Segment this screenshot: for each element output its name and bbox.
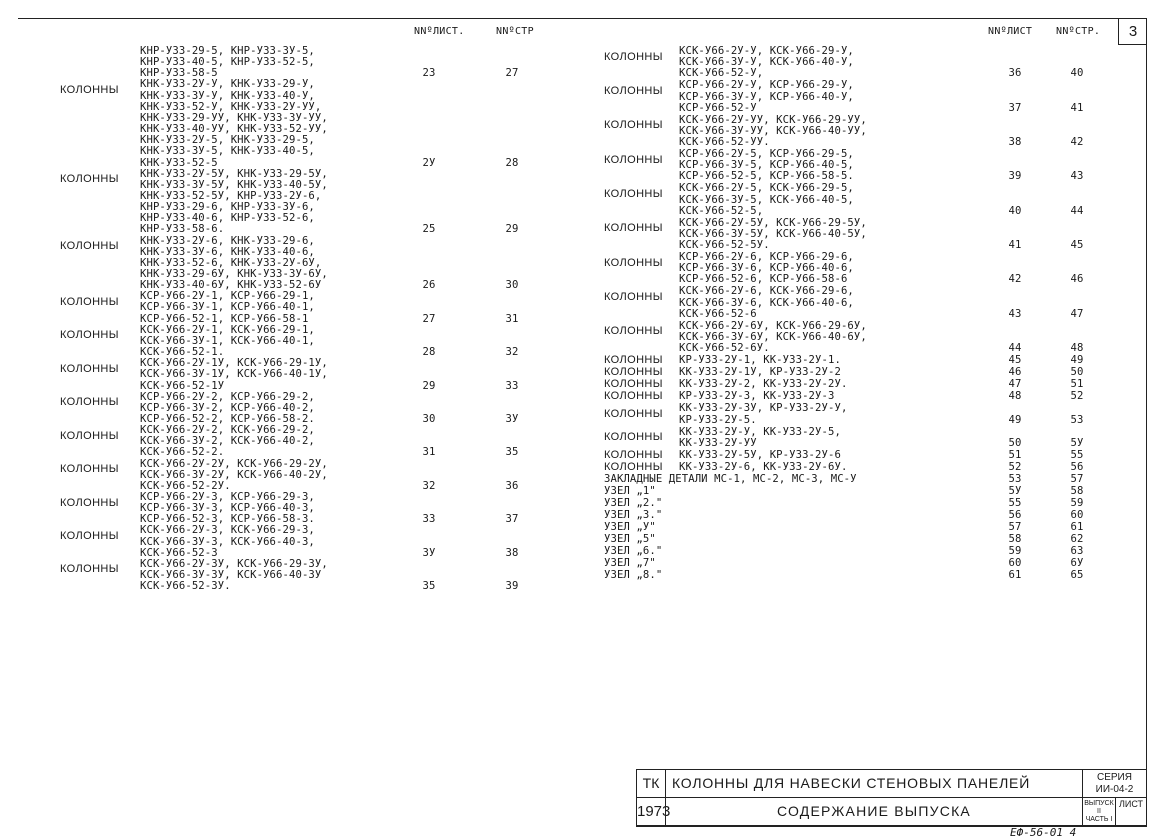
entry-sheet-number: 23 bbox=[422, 67, 436, 80]
entry-line: КНК-У33-3У-У, КНК-У33-40-У, bbox=[140, 89, 315, 102]
entry-line: КСК-У66-52-1. bbox=[140, 346, 225, 359]
entry-line: КНК-У33-40-6У, КНК-У33-52-6У bbox=[140, 279, 322, 292]
entry-label: КОЛОННЫ bbox=[60, 463, 119, 476]
entry-line: УЗЕЛ „6." bbox=[604, 545, 663, 558]
entry-line: КНК-У33-2У-5, КНК-У33-29-5, bbox=[140, 134, 315, 147]
entry-sheet-number: 29 bbox=[422, 379, 436, 392]
entry-line: КСК-У66-2У-6, КСК-У66-29-6, bbox=[679, 285, 854, 298]
entry-sheet-number: 52 bbox=[1008, 460, 1022, 473]
entry-line: КНР-У33-40-6, КНР-У33-52-6, bbox=[140, 212, 315, 225]
entry-sheet-number: 32 bbox=[422, 479, 436, 492]
entry-page-number: 47 bbox=[1070, 307, 1084, 320]
entry-line: КНК-У33-3У-5, КНК-У33-40-5, bbox=[140, 145, 315, 158]
entry-page-number: 61 bbox=[1070, 521, 1084, 534]
entry-line: КНР-У33-29-5, КНР-У33-3У-5, bbox=[140, 45, 315, 57]
entry-label: КОЛОННЫ bbox=[60, 329, 119, 342]
entry-sheet-number: 33 bbox=[422, 513, 436, 526]
entry-label: КОЛОННЫ bbox=[604, 325, 663, 338]
entry-label: КОЛОННЫ bbox=[604, 84, 663, 97]
entry-sheet-number: 39 bbox=[1008, 170, 1022, 183]
entry-line: КК-У33-2У-У, КК-У33-2У-5, bbox=[679, 425, 841, 438]
entry-page-number: 50 bbox=[1070, 366, 1084, 379]
entry-label: КОЛОННЫ bbox=[604, 119, 663, 132]
entry-page-number: 37 bbox=[505, 513, 519, 526]
entry-line: КСК-У66-52-1У bbox=[140, 379, 225, 392]
entry-label: КОЛОННЫ bbox=[604, 187, 663, 200]
entry-sheet-number: 37 bbox=[1008, 101, 1022, 114]
entry-sheet-number: 35 bbox=[422, 580, 436, 593]
entry-line: КНК-У33-52-6, КНК-У33-2У-6У, bbox=[140, 256, 322, 269]
entry-line: КСК-У66-52-У, bbox=[679, 67, 764, 80]
entry-page-number: 32 bbox=[505, 346, 519, 359]
entry-label: КОЛОННЫ bbox=[60, 496, 119, 509]
entry-page-number: 6У bbox=[1070, 557, 1084, 570]
entry-line: КНК-У33-29-УУ, КНК-У33-3У-УУ, bbox=[140, 111, 328, 124]
entry-label: КОЛОННЫ bbox=[604, 390, 663, 403]
entry-sheet-number: 3У bbox=[422, 546, 436, 559]
entry-page-number: 63 bbox=[1070, 545, 1084, 558]
title-block-title: КОЛОННЫ ДЛЯ НАВЕСКИ СТЕНОВЫХ ПАНЕЛЕЙ bbox=[665, 769, 1083, 798]
entry-line: КСК-У66-3У-6У, КСК-У66-40-6У, bbox=[679, 330, 867, 343]
entry-line: КСК-У66-3У-УУ, КСК-У66-40-УУ, bbox=[679, 124, 867, 137]
entry-label: КОЛОННЫ bbox=[604, 378, 663, 391]
entry-line: КНК-У33-2У-У, КНК-У33-29-У, bbox=[140, 78, 315, 91]
entry-label: КОЛОННЫ bbox=[60, 295, 119, 308]
entry-page-number: 56 bbox=[1070, 460, 1084, 473]
entry-line: КСР-У66-52-3, КСР-У66-58-3. bbox=[140, 513, 315, 526]
entry-label: КОЛОННЫ bbox=[60, 173, 119, 186]
entry-line: КСК-У66-2У-2, КСК-У66-29-2, bbox=[140, 424, 315, 437]
entry-line: КК-У33-2У-6, КК-У33-2У-6У. bbox=[679, 460, 848, 473]
entry-line: КСК-У66-52-2. bbox=[140, 446, 225, 459]
entry-page-number: 41 bbox=[1070, 101, 1084, 114]
entry-page-number: 51 bbox=[1070, 378, 1084, 391]
issue-cell bbox=[1082, 797, 1116, 826]
sheet-number-box: 3 bbox=[1118, 18, 1147, 45]
entry-line: КСК-У66-2У-3, КСК-У66-29-3, bbox=[140, 524, 315, 537]
entry-label: КОЛОННЫ bbox=[60, 84, 119, 97]
entry-line: КСР-У66-52-2, КСР-У66-58-2. bbox=[140, 412, 315, 425]
title-block-year: 1973 bbox=[636, 797, 666, 826]
entry-line: КСР-У66-2У-5, КСР-У66-29-5, bbox=[679, 148, 854, 161]
entry-line: КСК-У66-3У-3У, КСК-У66-40-3У bbox=[140, 569, 322, 582]
entry-sheet-number: 46 bbox=[1008, 366, 1022, 379]
entry-page-number: 46 bbox=[1070, 273, 1084, 286]
entry-line: УЗЕЛ „7" bbox=[604, 557, 656, 570]
entry-sheet-number: 2У bbox=[422, 156, 436, 169]
entry-line: КСК-У66-2У-3У, КСК-У66-29-3У, bbox=[140, 557, 328, 570]
entry-line: КСК-У66-2У-У, КСК-У66-29-У, bbox=[679, 45, 854, 57]
entry-line: УЗЕЛ „2." bbox=[604, 496, 663, 509]
entry-line: КСК-У66-3У-1, КСК-У66-40-1, bbox=[140, 334, 315, 347]
entry-line: КНК-У33-3У-5У, КНК-У33-40-5У, bbox=[140, 178, 328, 191]
entry-line: КК-У33-2У-3У, КР-У33-2У-У, bbox=[679, 402, 848, 415]
entry-line: КСК-У66-3У-1У, КСК-У66-40-1У, bbox=[140, 368, 328, 381]
entry-sheet-number: 5У bbox=[1008, 484, 1022, 497]
entry-line: КНР-У33-58-5 bbox=[140, 67, 218, 80]
entry-line: КСК-У66-3У-6, КСК-У66-40-6, bbox=[679, 296, 854, 309]
entry-page-number: 58 bbox=[1070, 484, 1084, 497]
entry-sheet-number: 36 bbox=[1008, 67, 1022, 80]
entry-page-number: 44 bbox=[1070, 204, 1084, 217]
entry-sheet-number: 60 bbox=[1008, 557, 1022, 570]
entry-line: КСК-У66-52-5, bbox=[679, 204, 764, 217]
entry-label: КОЛОННЫ bbox=[604, 407, 663, 420]
entry-line: КСК-У66-3У-3, КСК-У66-40-3, bbox=[140, 535, 315, 548]
entry-line: КСР-У66-2У-У, КСР-У66-29-У, bbox=[679, 79, 854, 92]
title-block-subtitle: СОДЕРЖАНИЕ ВЫПУСКА bbox=[665, 797, 1083, 826]
entry-line: КСР-У66-3У-6, КСР-У66-40-6, bbox=[679, 262, 854, 275]
entry-page-number: 38 bbox=[505, 546, 519, 559]
entry-line: КК-У33-2У-5У, КР-У33-2У-6 bbox=[679, 448, 841, 461]
entry-line: КК-У33-2У-1У, КР-У33-2У-2 bbox=[679, 366, 841, 379]
entry-line: УЗЕЛ „3." bbox=[604, 509, 663, 521]
entry-page-number: 62 bbox=[1070, 533, 1084, 546]
entry-line: КСР-У66-52-1, КСР-У66-58-1 bbox=[140, 312, 309, 325]
entry-line: КСК-У66-2У-5У, КСК-У66-29-5У, bbox=[679, 216, 867, 229]
right-sheet-header: NNºЛИСТ bbox=[988, 26, 1033, 37]
series-label: СЕРИЯ bbox=[1097, 772, 1132, 783]
entry-line: КНК-У33-52-У, КНК-У33-2У-УУ, bbox=[140, 100, 322, 113]
entry-sheet-number: 42 bbox=[1008, 273, 1022, 286]
entry-line: КСК-У66-3У-5У, КСК-У66-40-5У, bbox=[679, 227, 867, 240]
entry-page-number: 45 bbox=[1070, 239, 1084, 252]
entry-sheet-number: 47 bbox=[1008, 378, 1022, 391]
entry-line: УЗЕЛ „У" bbox=[604, 521, 656, 534]
entry-sheet-number: 44 bbox=[1008, 342, 1022, 355]
entry-line: КСК-У66-3У-2У, КСК-У66-40-2У, bbox=[140, 468, 328, 481]
entry-sheet-number: 61 bbox=[1008, 569, 1022, 582]
entry-line: КСК-У66-52-6 bbox=[679, 307, 757, 320]
entry-page-number: 57 bbox=[1070, 472, 1084, 485]
entry-line: КСР-У66-3У-1, КСР-У66-40-1, bbox=[140, 301, 315, 314]
frame-top-line bbox=[18, 18, 1146, 19]
entry-page-number: 27 bbox=[505, 67, 519, 80]
entry-line: КНК-У33-52-5 bbox=[140, 156, 218, 169]
entry-sheet-number: 28 bbox=[422, 346, 436, 359]
right-page-header: NNºСТР. bbox=[1056, 26, 1101, 37]
sheet-label-cell: ЛИСТ bbox=[1115, 797, 1147, 826]
entry-sheet-number: 56 bbox=[1008, 509, 1022, 521]
part-label: ЧАСТЬ I bbox=[1085, 816, 1113, 823]
entry-page-number: 40 bbox=[1070, 67, 1084, 80]
entry-line: КК-У33-2У-2, КК-У33-2У-2У. bbox=[679, 378, 848, 391]
entry-sheet-number: 43 bbox=[1008, 307, 1022, 320]
entry-line: КСР-У66-2У-3, КСР-У66-29-3, bbox=[140, 491, 315, 503]
entry-page-number: 42 bbox=[1070, 136, 1084, 148]
entry-page-number: 59 bbox=[1070, 496, 1084, 509]
entry-sheet-number: 31 bbox=[422, 446, 436, 459]
entry-line: КНР-У33-29-6, КНР-У33-3У-6, bbox=[140, 201, 315, 214]
entry-line: КСР-У66-52-5, КСР-У66-58-5. bbox=[679, 170, 854, 183]
entry-label: КОЛОННЫ bbox=[60, 362, 119, 375]
entry-line: КСК-У66-2У-6У, КСК-У66-29-6У, bbox=[679, 319, 867, 332]
entry-sheet-number: 49 bbox=[1008, 413, 1022, 426]
entry-line: КСР-У66-3У-2, КСР-У66-40-2, bbox=[140, 401, 315, 414]
entry-line: КНР-У33-58-6. bbox=[140, 223, 225, 236]
entry-line: КСК-У66-2У-1У, КСК-У66-29-1У, bbox=[140, 357, 328, 370]
entry-sheet-number: 53 bbox=[1008, 472, 1022, 485]
issue-value: II bbox=[1097, 808, 1101, 815]
entry-sheet-number: 27 bbox=[422, 312, 436, 325]
entry-page-number: 5У bbox=[1070, 436, 1084, 449]
entry-label: КОЛОННЫ bbox=[604, 291, 663, 304]
entry-page-number: 33 bbox=[505, 379, 519, 392]
entry-sheet-number: 48 bbox=[1008, 390, 1022, 403]
entry-line: КСК-У66-52-2У. bbox=[140, 479, 231, 492]
entry-line: КСР-У66-3У-У, КСР-У66-40-У, bbox=[679, 90, 854, 103]
entry-page-number: 36 bbox=[505, 479, 519, 492]
entry-line: КНК-У33-2У-5У, КНК-У33-29-5У, bbox=[140, 167, 328, 180]
entry-page-number: 60 bbox=[1070, 509, 1084, 521]
entry-page-number: 55 bbox=[1070, 448, 1084, 461]
title-block-code: ТК bbox=[636, 769, 666, 798]
entry-line: КНК-У33-3У-6, КНК-У33-40-6, bbox=[140, 245, 315, 258]
entry-label: КОЛОННЫ bbox=[60, 563, 119, 576]
entry-line: КР-У33-2У-1, КК-У33-2У-1. bbox=[679, 354, 841, 367]
entry-sheet-number: 58 bbox=[1008, 533, 1022, 546]
entry-sheet-number: 40 bbox=[1008, 204, 1022, 217]
entry-line: КНК-У33-2У-6, КНК-У33-29-6, bbox=[140, 234, 315, 247]
archive-stamp: ЕФ-56-01 4 bbox=[1010, 826, 1077, 839]
series-value: ИИ-04-2 bbox=[1095, 784, 1134, 795]
entry-label: КОЛОННЫ bbox=[60, 429, 119, 442]
entry-label: КОЛОННЫ bbox=[60, 240, 119, 253]
entry-sheet-number: 38 bbox=[1008, 136, 1022, 148]
entry-page-number: 30 bbox=[505, 279, 519, 292]
entry-line: КНР-У33-40-5, КНР-У33-52-5, bbox=[140, 56, 315, 69]
entry-label: КОЛОННЫ bbox=[604, 256, 663, 269]
entry-line: КСР-У66-2У-6, КСР-У66-29-6, bbox=[679, 251, 854, 264]
entry-line: КСР-У66-3У-5, КСР-У66-40-5, bbox=[679, 159, 854, 172]
entry-line: КСК-У66-52-3У. bbox=[140, 580, 231, 593]
entry-sheet-number: 51 bbox=[1008, 448, 1022, 461]
entry-line: КСК-У66-52-6У. bbox=[679, 342, 770, 355]
entry-sheet-number: 41 bbox=[1008, 239, 1022, 252]
entry-line: УЗЕЛ „8." bbox=[604, 569, 663, 582]
entry-label: КОЛОННЫ bbox=[604, 431, 663, 444]
entry-line: ЗАКЛАДНЫЕ ДЕТАЛИ МС-1, МС-2, МС-3, МС-У bbox=[604, 472, 857, 485]
entry-label: КОЛОННЫ bbox=[60, 396, 119, 409]
entry-page-number: 43 bbox=[1070, 170, 1084, 183]
entry-line: КР-У33-2У-5. bbox=[679, 413, 757, 426]
left-page-header: NNºСТР bbox=[496, 26, 534, 37]
entry-line: КСР-У66-2У-2, КСР-У66-29-2, bbox=[140, 390, 315, 403]
entry-line: КР-У33-2У-3, КК-У33-2У-3 bbox=[679, 390, 835, 403]
entry-line: КК-У33-2У-УУ bbox=[679, 436, 757, 449]
entry-page-number: 65 bbox=[1070, 569, 1084, 582]
entry-page-number: 48 bbox=[1070, 342, 1084, 355]
entry-label: КОЛОННЫ bbox=[604, 222, 663, 235]
entry-line: КСК-У66-52-5У. bbox=[679, 239, 770, 252]
entry-line: УЗЕЛ „1" bbox=[604, 484, 656, 497]
entry-sheet-number: 59 bbox=[1008, 545, 1022, 558]
entry-label: КОЛОННЫ bbox=[604, 50, 663, 63]
entry-line: КСК-У66-3У-5, КСК-У66-40-5, bbox=[679, 193, 854, 206]
entry-page-number: 52 bbox=[1070, 390, 1084, 403]
entry-sheet-number: 30 bbox=[422, 412, 436, 425]
entry-label: КОЛОННЫ bbox=[604, 354, 663, 367]
entry-line: КСК-У66-3У-2, КСК-У66-40-2, bbox=[140, 435, 315, 448]
title-block bbox=[636, 769, 1147, 826]
entry-sheet-number: 45 bbox=[1008, 354, 1022, 367]
entry-label: КОЛОННЫ bbox=[604, 448, 663, 461]
issue-label: ВЫПУСК bbox=[1084, 800, 1114, 807]
entry-sheet-number: 57 bbox=[1008, 521, 1022, 534]
entry-line: КСК-У66-2У-УУ, КСК-У66-29-УУ, bbox=[679, 113, 867, 126]
entry-line: КСК-У66-2У-1, КСК-У66-29-1, bbox=[140, 323, 315, 336]
entry-line: КСР-У66-2У-1, КСР-У66-29-1, bbox=[140, 290, 315, 303]
entry-label: КОЛОННЫ bbox=[604, 460, 663, 473]
entry-page-number: 49 bbox=[1070, 354, 1084, 367]
entry-line: КСК-У66-2У-2У, КСК-У66-29-2У, bbox=[140, 457, 328, 470]
entry-line: КНК-У33-40-УУ, КНК-У33-52-УУ, bbox=[140, 123, 328, 136]
entry-line: КСР-У66-52-У bbox=[679, 101, 757, 114]
entry-label: КОЛОННЫ bbox=[604, 153, 663, 166]
entry-page-number: 53 bbox=[1070, 413, 1084, 426]
entry-page-number: 29 bbox=[505, 223, 519, 236]
entry-line: КСР-У66-3У-3, КСР-У66-40-3, bbox=[140, 502, 315, 515]
entry-label: КОЛОННЫ bbox=[60, 530, 119, 543]
series-cell bbox=[1082, 769, 1147, 798]
entry-line: КСК-У66-52-УУ. bbox=[679, 136, 770, 148]
entry-sheet-number: 55 bbox=[1008, 496, 1022, 509]
entry-page-number: 3У bbox=[505, 412, 519, 425]
entry-page-number: 28 bbox=[505, 156, 519, 169]
entry-line: КСК-У66-52-3 bbox=[140, 546, 218, 559]
entry-line: УЗЕЛ „5" bbox=[604, 533, 656, 546]
entry-line: КСК-У66-2У-5, КСК-У66-29-5, bbox=[679, 182, 854, 195]
entry-sheet-number: 25 bbox=[422, 223, 436, 236]
entry-label: КОЛОННЫ bbox=[604, 366, 663, 379]
entry-line: КСР-У66-52-6, КСР-У66-58-6 bbox=[679, 273, 848, 286]
entry-line: КНК-У33-52-5У, КНР-У33-2У-6, bbox=[140, 189, 322, 202]
entry-line: КНК-У33-29-6У, КНК-У33-3У-6У, bbox=[140, 268, 328, 280]
entry-page-number: 31 bbox=[505, 312, 519, 325]
entry-sheet-number: 50 bbox=[1008, 436, 1022, 449]
entry-page-number: 39 bbox=[505, 580, 519, 593]
entry-line: КСК-У66-3У-У, КСК-У66-40-У, bbox=[679, 56, 854, 69]
entry-sheet-number: 26 bbox=[422, 279, 436, 292]
frame-right-line bbox=[1146, 18, 1147, 826]
entry-page-number: 35 bbox=[505, 446, 519, 459]
left-sheet-header: NNºЛИСТ. bbox=[414, 26, 465, 37]
